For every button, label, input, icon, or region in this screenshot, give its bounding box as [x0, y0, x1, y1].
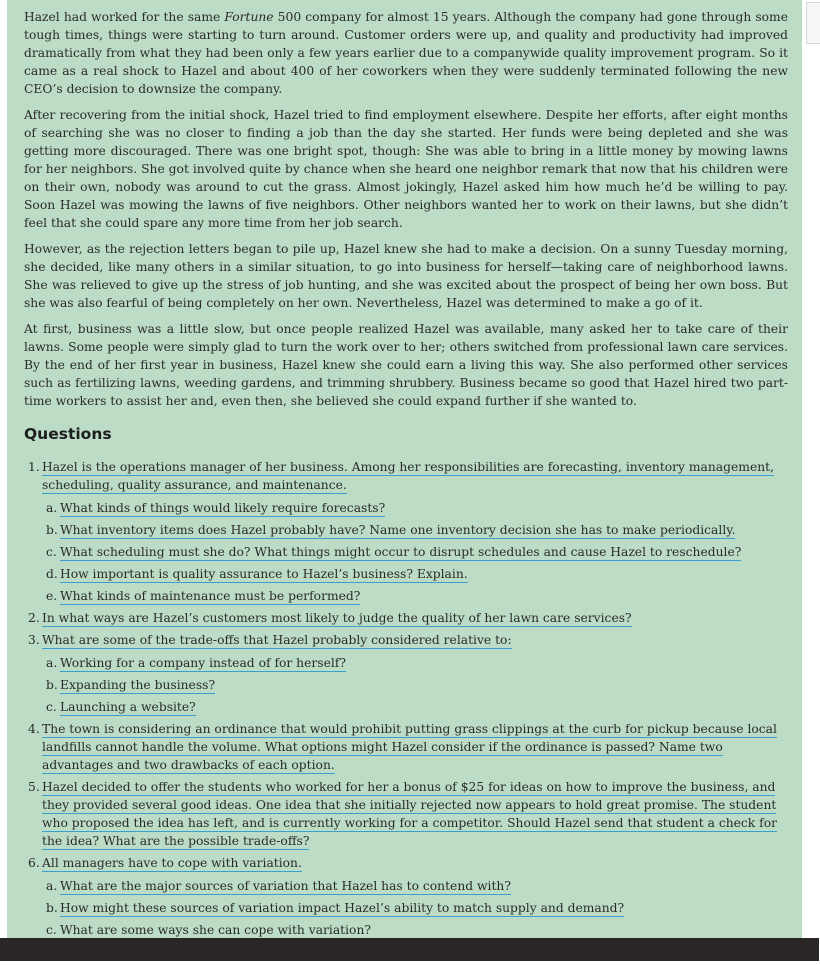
subquestion-link[interactable]: What scheduling must she do? What things might occur to disrupt schedules and cause Hazel to reschedule?	[60, 545, 742, 559]
question-1	[24, 458, 788, 605]
subquestion-letter: e.	[46, 589, 58, 603]
subquestion-letter: c.	[46, 545, 57, 559]
case-content	[24, 8, 788, 965]
subquestion-link[interactable]: How might these sources of variation impact Hazel’s ability to match supply and demand?	[60, 901, 625, 915]
subquestion-link[interactable]: What inventory items does Hazel probably have? Name one inventory decision she has to make periodically.	[60, 523, 736, 537]
question-3-subitems	[42, 654, 788, 716]
fortune-emphasis: Fortune	[224, 10, 274, 24]
subquestion-letter: a.	[46, 879, 58, 893]
paragraph-1-start: Hazel had worked for the same	[24, 10, 225, 24]
questions-list	[24, 458, 788, 961]
subquestion	[42, 543, 788, 561]
case-paragraph-1	[24, 8, 788, 98]
subquestion-link[interactable]: What are some ways she can cope with variation?	[60, 923, 371, 937]
subquestion	[42, 521, 788, 539]
subquestion-letter: b.	[46, 678, 58, 692]
right-gutter	[802, 0, 819, 938]
question-link[interactable]: Hazel decided to offer the students who worked for her a bonus of $25 for ideas on how to improve the business, and they provided several good ideas. One idea that she initially rejected now appears to hold great promise. The student who proposed the idea has left, and is currently working for a competitor. Should Hazel send that student a check for the idea? What are the possible trade-offs?	[42, 780, 777, 848]
question-link[interactable]: In what ways are Hazel’s customers most likely to judge the quality of her lawn care services?	[42, 611, 632, 625]
question-number: 2.	[28, 611, 40, 625]
subquestion-letter: b.	[46, 901, 58, 915]
subquestion-letter: b.	[46, 523, 58, 537]
question-number: 3.	[28, 633, 40, 647]
subquestion	[42, 676, 788, 694]
bottom-bar	[0, 938, 819, 961]
question-6	[24, 854, 788, 939]
question-link[interactable]: Hazel is the operations manager of her business. Among her responsibilities are forecasting, inventory management, scheduling, quality assurance, and maintenance.	[42, 460, 774, 492]
subquestion-link[interactable]: Launching a website?	[60, 700, 196, 714]
question-number: 1.	[28, 460, 40, 474]
subquestion-letter: c.	[46, 700, 57, 714]
question-number: 6.	[28, 856, 40, 870]
subquestion	[42, 877, 788, 895]
question-5	[24, 778, 788, 850]
subquestion	[42, 654, 788, 672]
questions-heading: Questions	[24, 425, 112, 443]
subquestion-letter: d.	[46, 567, 58, 581]
subquestion-link[interactable]: What kinds of things would likely require forecasts?	[60, 501, 386, 515]
case-paragraph-3: However, as the rejection letters began to pile up, Hazel knew she had to make a decision. On a sunny Tuesday morning, she decided, like many others in a similar situation, to go into business for herself—taking care of neighborhood lawns. She was relieved to give up the stress of job hunting, and she was excited about the prospect of being her own boss. But she was also fearful of being completely on her own. Nevertheless, Hazel was determined to make a go of it.	[24, 242, 788, 310]
question-number: 5.	[28, 780, 40, 794]
paragraph-1-rest: 500 company for almost 15 years. Although the company had gone through some tough times, things were starting to turn around. Customer orders were up, and quality and productivity had improved dramatically from what they had been only a few years earlier due to a companywide quality improvement program. So it came as a real shock to Hazel and about 400 of her coworkers when they were suddenly terminated following the new CEO’s decision to downsize the company.	[24, 10, 788, 96]
case-paragraph-4: At first, business was a little slow, but once people realized Hazel was available, many asked her to take care of their lawns. Some people were simply glad to turn the work over to her; others switched from professional lawn care services. By the end of her first year in business, Hazel knew she could earn a living this way. She also performed other services such as fertilizing lawns, weeding gardens, and trimming shrubbery. Business became so good that Hazel hired two part-time workers to assist her and, even then, she believed she could expand further if she wanted to.	[24, 322, 788, 408]
subquestion	[42, 921, 788, 939]
subquestion-letter: c.	[46, 923, 57, 937]
question-1-subitems	[42, 499, 788, 605]
subquestion-link[interactable]: What kinds of maintenance must be performed?	[60, 589, 361, 603]
question-link[interactable]: The town is considering an ordinance that would prohibit putting grass clippings at the curb for pickup because local landfills cannot handle the volume. What options might Hazel consider if the ordinance is passed? Name two advantages and two drawbacks of each option.	[42, 722, 777, 772]
subquestion-link[interactable]: What are the major sources of variation that Hazel has to contend with?	[60, 879, 511, 893]
subquestion	[42, 698, 788, 716]
subquestion	[42, 499, 788, 517]
question-4	[24, 720, 788, 774]
subquestion	[42, 899, 788, 917]
subquestion-link[interactable]: How important is quality assurance to Hazel’s business? Explain.	[60, 567, 468, 581]
case-paragraph-2: After recovering from the initial shock, Hazel tried to find employment elsewhere. Despite her efforts, after eight months of searching she was no closer to finding a job than the day she started. Her funds were being depleted and she was getting more discouraged. There was one bright spot, though: She was able to bring in a little money by mowing lawns for her neighbors. She got involved quite by chance when she heard one neighbor remark that now that his children were on their own, nobody was around to cut the grass. Almost jokingly, Hazel asked him how much he’d be willing to pay. Soon Hazel was mowing the lawns of five neighbors. Other neighbors wanted her to work on their lawns, but she didn’t feel that she could spare any more time from her job search.	[24, 108, 788, 230]
subquestion-letter: a.	[46, 656, 58, 670]
question-2	[24, 609, 788, 627]
question-3	[24, 631, 788, 716]
question-6-subitems	[42, 877, 788, 939]
subquestion	[42, 565, 788, 583]
question-link[interactable]: What are some of the trade-offs that Hazel probably considered relative to:	[42, 633, 512, 647]
subquestion	[42, 587, 788, 605]
subquestion-letter: a.	[46, 501, 58, 515]
case-panel	[7, 0, 802, 938]
question-link[interactable]: All managers have to cope with variation.	[42, 856, 302, 870]
subquestion-link[interactable]: Expanding the business?	[60, 678, 216, 692]
question-number: 4.	[28, 722, 40, 736]
subquestion-link[interactable]: Working for a company instead of for herself?	[60, 656, 346, 670]
scrollbar-thumb[interactable]	[806, 2, 820, 44]
